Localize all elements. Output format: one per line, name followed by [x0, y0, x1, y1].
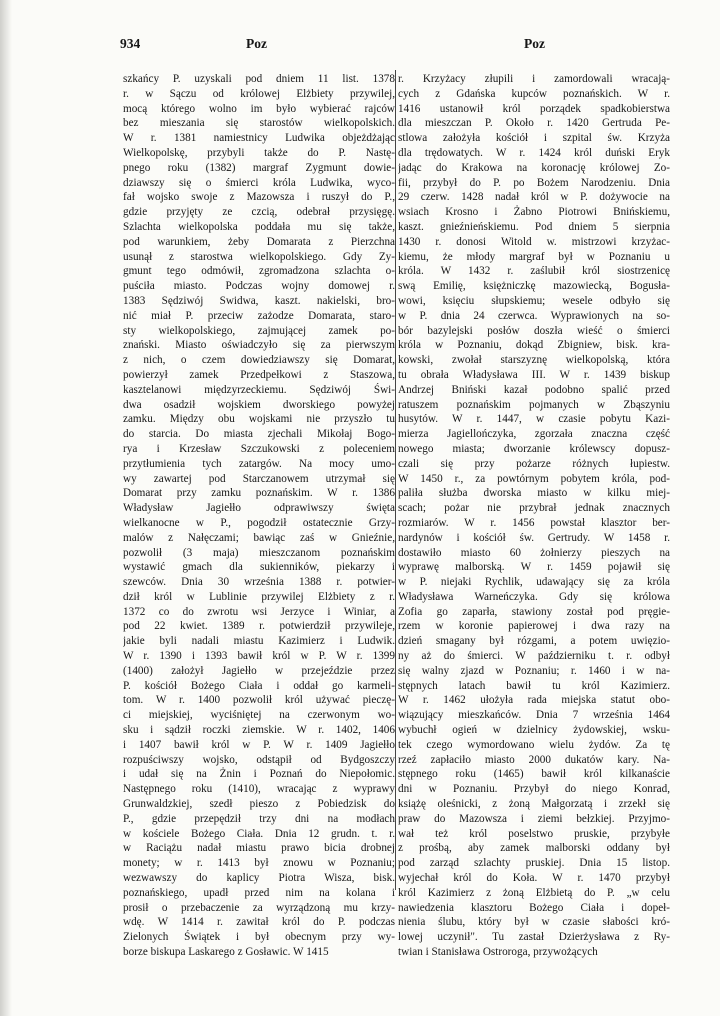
text-line: rozpuściwszy wojsko, odstąpił od Bydgoszczy [123, 753, 395, 766]
text-line: Grunwaldzkiej, szedł pieszo z Pobiedzisk do [123, 798, 395, 811]
text-line: tu obrała Władysława III. W r. 1439 biskup [398, 368, 670, 381]
text-line: dla mieszczan P. Około r. 1420 Gertruda Pe- [398, 117, 670, 130]
text-line: wybuchł ogień w dzielnicy żydowskiej, wsku- [398, 724, 670, 737]
text-line: Zofia go zaparła, stawiony został pod pręgie- [398, 605, 670, 618]
text-line: wyprawę malborską. W r. 1459 pojawił się [398, 561, 670, 574]
text-line: ci miejskiej, wyciśniętej na czerwonym wo- [123, 709, 395, 722]
text-line: do starcia. Do miasta zjechali Mikołaj Bogo- [123, 428, 395, 441]
running-head-left: Poz [246, 36, 267, 51]
text-line: 1372 co do zwrotu wsi Jerzyce i Winiar, a [123, 605, 395, 618]
text-line: W r. 1390 i 1393 bawił król w P. W r. 1399 [123, 650, 395, 663]
right-column [398, 72, 670, 960]
page-header [120, 36, 680, 56]
text-line: fii, przybył do P. po Bożem Narodzeniu. Dnia [398, 176, 670, 189]
text-line: Następnego roku (1410), wracając z wyprawy [123, 783, 395, 796]
page-edge-shadow [0, 0, 12, 1016]
text-line: W r. 1381 namiestnicy Ludwika objeżdżając [123, 132, 395, 145]
text-line: w P. dnia 24 czerwca. Wyprawionych na so- [398, 309, 670, 322]
text-line: dziawszy się o śmierci króla Ludwika, wyco- [123, 176, 395, 189]
text-line: dla trędowatych. W r. 1424 król duński Eryk [398, 146, 670, 159]
text-line: Szlachta wielkopolska poddała mu się także, [123, 220, 395, 233]
text-line: ny aż do śmierci. W październiku t. r. odbył [398, 650, 670, 663]
text-line: stępnych latach bawił tu król Kazimierz. [398, 679, 670, 692]
text-line: króla w Poznaniu, dokąd Zbigniew, bisk. kra- [398, 339, 670, 352]
text-line: W 1450 r., za powtórnym pobytem króla, pod- [398, 472, 670, 485]
text-line: powierzył zamek Przedpełkowi z Staszowa, [123, 368, 395, 381]
text-line: sku i sądził roczki ziemskie. W r. 1402, 1406 [123, 724, 395, 737]
text-line: kiemu, że młody margraf był w Poznaniu u [398, 250, 670, 263]
text-line: pod warunkiem, żeby Domarata z Pierzchna [123, 235, 395, 248]
text-line: nawiedzenia klasztoru Bożego Ciała i dopeł- [398, 901, 670, 914]
text-line: (1400) założył Jagiełło w przejeździe przez [123, 664, 395, 677]
text-line: praw do Mazowsza i ziemi bełzkiej. Przyjmo- [398, 812, 670, 825]
text-line: Zielonych Świątek i był obecnym przy wy- [123, 931, 395, 944]
text-line: puściła miasto. Podczas wojny domowej r. [123, 280, 395, 293]
text-line: wyjechał król do Koła. W r. 1470 przybył [398, 872, 670, 885]
text-line: kowski, zwołał starszyznę wielkopolską, która [398, 354, 670, 367]
text-line: z nich, o czem dowiedziawszy się Domarat, [123, 354, 395, 367]
text-line: wielkanocne w P., pogodził ostatecznie Grzy- [123, 516, 395, 529]
text-line: nardynów i kościół św. Gertrudy. W 1458 r. [398, 531, 670, 544]
text-line: z prośbą, aby zamek malborski oddany był [398, 842, 670, 855]
text-line: 1383 Sędziwój Swidwa, kaszt. nakielski, bro- [123, 294, 395, 307]
text-line: 1430 r. donosi Witold w. mistrzowi krzyżac- [398, 235, 670, 248]
text-line: król Kazimierz z żoną Elżbietą do P. „w celu [398, 886, 670, 899]
text-line: sty wielkopolskiego, zajmującej zamek po- [123, 324, 395, 337]
text-line: pod 22 kwiet. 1389 r. potwierdził przywileje, [123, 620, 395, 633]
text-line: husytów. W r. 1447, w czasie pobytu Kazi- [398, 413, 670, 426]
text-line: czali się przy pożarze różnych łupiestw. [398, 457, 670, 470]
text-line: stlowa założyła kościół i szpital św. Krzyża [398, 132, 670, 145]
text-line: 1416 ustanowił król porządek spadkobierstwa [398, 102, 670, 115]
text-line: P., gdzie przepędził trzy dni na modłach [123, 812, 395, 825]
text-line: się walny zjazd w Poznaniu; r. 1460 i w na- [398, 664, 670, 677]
text-line: Domarat przy zamku poznańskim. W r. 1386 [123, 487, 395, 500]
text-line: szewców. Dnia 30 września 1388 r. potwier- [123, 576, 395, 589]
text-line: wsiach Krosno i Żabno Piotrowi Bnińskiemu, [398, 206, 670, 219]
text-line: w kościele Bożego Ciała. Dnia 12 grudn. t. r. [123, 827, 395, 840]
text-line: cych z Gdańska kupców poznańskich. W r. [398, 87, 670, 100]
text-line: książę oleśnicki, z żoną Małgorzatą i zrzekł się [398, 798, 670, 811]
text-line: bez mieszania się starostów wielkopolskich. [123, 117, 395, 130]
text-line: kaszt. gnieźnieńskiemu. Pod dniem 5 sierpnia [398, 220, 670, 233]
text-line: dwa osadził wojskiem dworskiego powyżej [123, 398, 395, 411]
text-line: jakie byli nadali miastu Kazimierz i Ludwik. [123, 635, 395, 648]
page-number: 934 [120, 36, 141, 51]
text-line: dzień smagany był rózgami, a potem uwięzio- [398, 635, 670, 648]
text-line: rozmiarów. W r. 1456 powstał klasztor ber- [398, 516, 670, 529]
text-line: w Raciążu nadał miastu prawo bicia drobnej [123, 842, 395, 855]
text-line: wał też król poselstwo pruskie, przybyłe [398, 827, 670, 840]
text-line: nić miał P. przeciw zażodze Domarata, staro- [123, 309, 395, 322]
text-line: Andrzej Bniński kazał podobno spalić przed [398, 383, 670, 396]
text-line: znański. Miasto oświadczyło się za pierwszym [123, 339, 395, 352]
text-line: i udał się na Żnin i Poznań do Niepołomic. [123, 768, 395, 781]
text-line: wystawić gmach dla sukienników, piekarzy i [123, 561, 395, 574]
text-line: w P. niejaki Rychlik, udawający się za króla [398, 576, 670, 589]
text-line: mocą którego wolno im było wybierać rajców [123, 102, 395, 115]
text-line: wowi, księciu słupskiemu; wesele odbyło się [398, 294, 670, 307]
text-line: borze biskupa Laskarego z Gosławic. W 1415 [123, 946, 329, 959]
text-line: wiązujący mieszkańców. Dnia 7 września 1464 [398, 709, 670, 722]
text-line: W r. 1462 ułożyła rada miejska statut obo- [398, 694, 670, 707]
text-line: scach; pożar nie przybrał jednak znacznych [398, 502, 670, 515]
text-line: kasztelanowi międzyrzeckiemu. Sędziwój Świ- [123, 383, 395, 396]
text-line: twian i Stanisława Ostroroga, przywożących [398, 946, 598, 959]
text-line: dził król w Lublinie przywilej Elżbiety z r. [123, 590, 395, 603]
text-line: dni w Poznaniu. Przybył do niego Konrad, [398, 783, 670, 796]
text-line: przytłumienia tych zatargów. Na mocy umo- [123, 457, 395, 470]
text-line: szkańcy P. uzyskali pod dniem 11 list. 1378 [123, 73, 395, 85]
text-line: nowego miasta; dworzanie królewscy dopusz- [398, 442, 670, 455]
text-line: króla. W 1432 r. zaślubił król siostrzenicę [398, 265, 670, 278]
text-line: Władysława Warneńczyka. Gdy się królowa [398, 590, 670, 603]
text-line: prosił o przebaczenie za wyrządzoną mu krzy- [123, 901, 395, 914]
text-line: gdzie przyjęty ze czcią, odebrał przysięgę. [123, 206, 395, 219]
text-line: wezwawszy do kaplicy Piotra Wisza, bisk. [123, 872, 395, 885]
text-line: nienia ślubu, który był w czasie słabości kró- [398, 916, 670, 929]
left-column [123, 72, 395, 960]
text-line: pozwolił (3 maja) mieszczanom poznańskim [123, 546, 395, 559]
text-line: wy zawartej pod Starczanowem utrzymał się [123, 472, 395, 485]
text-line: monety; w r. 1413 był znowu w Poznaniu; [123, 857, 395, 870]
text-line: Władysław Jagiełło odprawiwszy święta [123, 502, 395, 515]
text-line: zamku. Między obu wojskami nie przyszło tu [123, 413, 395, 426]
text-line: pnego roku (1382) margraf Zygmunt dowie- [123, 161, 395, 174]
text-line: mierza Jagiellończyka, zgorzała znaczna część [398, 428, 670, 441]
text-line: r. Krzyżacy złupili i zamordowali wracają- [398, 73, 670, 85]
text-line: pod zarząd szlachty pruskiej. Dnia 15 listop. [398, 857, 670, 870]
text-line: rya i Krzesław Szczukowski z poleceniem [123, 442, 395, 455]
text-line: rzeź zapłaciło miasto 2000 dukatów kary. Na- [398, 753, 670, 766]
text-line: lowej uczynił". Tu zastał Dzierżysława z Ry- [398, 931, 670, 944]
text-line: bór bazylejski posłów doszła wieść o śmierci [398, 324, 670, 337]
text-line: stępnego roku (1465) bawił król kilkanaście [398, 768, 670, 781]
text-line: ratuszem poznańskim pojmanych w Zbąszyniu [398, 398, 670, 411]
text-line: wdę. W 1414 r. zawitał król do P. podczas [123, 916, 395, 929]
text-line: malów z Nałęczami; bawiąc zaś w Gnieźnie, [123, 531, 395, 544]
text-line: usunął z starostwa wielkopolskiego. Gdy Zy- [123, 250, 395, 263]
text-line: fał wojsko swoje z Mazowsza i ruszył do P., [123, 191, 395, 204]
text-line: i 1407 bawił król w P. W r. 1409 Jagiełło [123, 738, 395, 751]
text-line: gmunt tego odmówił, zgromadzona szlachta o- [123, 265, 395, 278]
column-divider [395, 70, 396, 890]
text-line: tom. W r. 1400 pozwolił król używać pieczę- [123, 694, 395, 707]
text-line: rzem w koronie papierowej i dwa razy na [398, 620, 670, 633]
text-line: P. kościół Bożego Ciała i oddał go karmeli- [123, 679, 395, 692]
text-line: Wielkopolskę, przybyli także do P. Nastę- [123, 146, 395, 159]
text-line: swą Emilię, księżniczkę mazowiecką, Bogusła- [398, 280, 670, 293]
text-line: tek czego wymordowano wielu żydów. Za tę [398, 738, 670, 751]
text-line: dostawiło miasto 60 żołnierzy pieszych na [398, 546, 670, 559]
text-line: jadąc do Krakowa na koronację królowej Zo- [398, 161, 670, 174]
text-line: paliła służba dworska miasto w kilku miej- [398, 487, 670, 500]
running-head-right: Poz [524, 36, 545, 51]
text-line: r. w Sączu od królowej Elżbiety przywilej, [123, 87, 395, 100]
text-line: 29 czerw. 1428 nadał król w P. dożywocie na [398, 191, 670, 204]
text-line: poznańskiego, upadł przed nim na kolana i [123, 886, 395, 899]
